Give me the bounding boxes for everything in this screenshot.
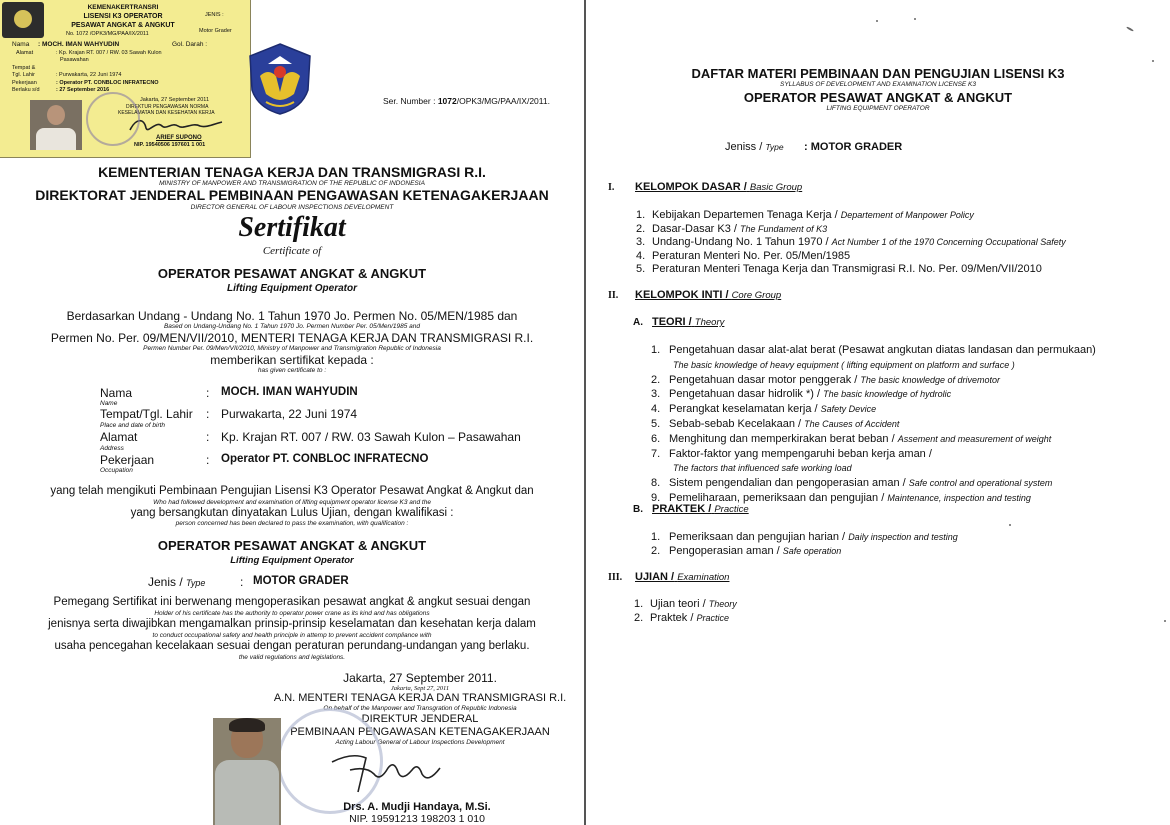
sertifikat-heading: Sertifikat xyxy=(238,212,346,243)
holder-line-2-en: to conduct occupational safety and health principle in attemp to prevent accident compliance with xyxy=(152,632,432,639)
ttl-colon: : xyxy=(206,407,210,421)
syllabus-page xyxy=(586,0,1170,825)
nama-value: MOCH. IMAN WAHYUDIN xyxy=(221,386,358,398)
basic-group-item-number: 5. xyxy=(636,263,646,275)
practice-item xyxy=(651,531,958,543)
card-direktur-1: DIREKTUR PENGAWASAN NORMA xyxy=(126,104,209,110)
theory-item-number: 1. xyxy=(651,344,661,356)
dirjen-line-2: PEMBINAAN PENGAWASAN KETENAGAKERJAAN xyxy=(290,726,550,738)
section-1-title: KELOMPOK DASAR / Basic Group xyxy=(635,181,803,193)
passed-line: yang bersangkutan dinyatakan Lulus Ujian, dengan kwalifikasi : xyxy=(130,507,454,519)
section-3-number: III. xyxy=(608,572,623,583)
theory-item xyxy=(651,448,932,460)
card-pekerjaan-value: : Operator PT. CONBLOC INFRATECNO xyxy=(56,80,159,86)
theory-item xyxy=(651,359,1015,371)
examination-item-translation: Practice xyxy=(696,613,729,623)
section-2-title: KELOMPOK INTI / Core Group xyxy=(635,289,782,301)
basis-line-1-en: Based on Undang-Undang No. 1 Tahun 1970 Jo. Permen Number Per. 05/Men/1985 and xyxy=(163,323,421,330)
issue-date-en: Jakarta, Sept 27, 2011 xyxy=(390,685,450,692)
syllabus-jenis: Jeniss / Type xyxy=(725,141,784,153)
syllabus-jenis-value: : MOTOR GRADER xyxy=(804,141,903,153)
directorate-title: DIREKTORAT JENDERAL PEMBINAAN PENGAWASAN KETENAGAKERJAAN xyxy=(35,187,549,203)
theory-item xyxy=(651,477,1052,489)
theory-item-translation: The basic knowledge of drivemotor xyxy=(860,374,1000,385)
basis-line-2-en: Permen Number Per. 09/Men/VII/2010, Ministry of Manpower and Transmigration Republic of Indonesia xyxy=(143,345,441,352)
examination-item-number: 2. xyxy=(634,612,644,624)
ttl-label: Tempat/Tgl. Lahir xyxy=(100,407,193,421)
theory-item-text: Perangkat keselamatan kerja / xyxy=(669,403,821,416)
holder-line-1-en: Holder of his certificate has the authority to operator power crane as its kind and has obligations xyxy=(154,610,430,617)
nama-label: Nama xyxy=(100,386,133,400)
theory-item-number: 2. xyxy=(651,373,661,386)
followed-line-en: Who had followed development and examination of lifting equipment operator license K3 and the xyxy=(153,499,431,506)
followed-line: yang telah mengikuti Pembinaan Pengujian Lisensi K3 Operator Pesawat Angkat & Angkut dan xyxy=(50,485,534,497)
ministry-emblem-icon xyxy=(246,42,314,116)
card-berlaku-value: : 27 September 2016 xyxy=(56,87,110,93)
theory-item-translation: The basic knowledge of heavy equipment ( lifting equipment on platform and surface ) xyxy=(673,359,1015,370)
practice-item-number: 2. xyxy=(651,545,661,557)
dirjen-en: Acting Labour General of Labour Inspections Development xyxy=(335,739,505,746)
basis-line-1: Berdasarkan Undang - Undang No. 1 Tahun 1970 Jo. Permen No. 05/MEN/1985 dan xyxy=(66,309,518,323)
ministry-title: KEMENTERIAN TENAGA KERJA DAN TRANSMIGRASI R.I. xyxy=(98,164,486,180)
ser-number: Ser. Number : 1072/OPK3/MG/PAA/IX/2011. xyxy=(383,96,550,106)
signer-name: Drs. A. Mudji Handaya, M.Si. xyxy=(343,801,491,813)
theory-item-text: Pengetahuan dasar hidrolik *) / xyxy=(669,388,824,401)
card-tempat-value: : Purwakarta, 22 Juni 1974 xyxy=(56,72,122,78)
theory-item-text: Pemeliharaan, pemeriksaan dan pengujian / xyxy=(669,492,888,504)
nama-colon: : xyxy=(206,386,210,400)
theory-item-translation: Maintenance, inspection and testing xyxy=(887,493,1031,503)
basic-group-item xyxy=(636,236,1066,248)
ttl-value: Purwakarta, 22 Juni 1974 xyxy=(221,407,358,421)
theory-item-text: Faktor-faktor yang mempengaruhi beban kerja aman / xyxy=(669,447,932,460)
basic-group-item xyxy=(636,263,1042,275)
qualification-title-en: Lifting Equipment Operator xyxy=(230,555,354,566)
theory-item-number: 5. xyxy=(651,418,661,430)
card-berlaku-label: Berlaku s/d xyxy=(12,87,40,93)
subsection-b-label: B. xyxy=(633,504,643,515)
alamat-label-en: Address xyxy=(100,445,124,452)
ministry-logo-icon xyxy=(2,2,44,38)
pekerjaan-label-en: Occupation xyxy=(100,467,133,474)
director-signature-icon xyxy=(322,748,462,798)
pekerjaan-value: Operator PT. CONBLOC INFRATECNO xyxy=(221,453,429,465)
basic-group-item-translation: Departement of Manpower Policy xyxy=(840,210,974,220)
theory-item xyxy=(651,462,852,474)
practice-item-translation: Safe operation xyxy=(782,546,842,556)
an-menteri-en: On behalf of the Manpower and Transgration of Republic Indonesia xyxy=(323,705,517,712)
theory-item-text: Pengetahuan dasar motor penggerak / xyxy=(669,373,861,386)
basic-group-item-translation: Act Number 1 of the 1970 Concerning Occupational Safety xyxy=(831,237,1066,247)
basic-group-item-number: 2. xyxy=(636,222,646,235)
signer-nip: NIP. 19591213 198203 1 010 xyxy=(349,813,485,825)
theory-item-number: 7. xyxy=(651,447,661,460)
operator-title: OPERATOR PESAWAT ANGKAT & ANGKUT xyxy=(157,266,427,281)
issue-date: Jakarta, 27 September 2011. xyxy=(343,671,497,685)
practice-item-translation: Daily inspection and testing xyxy=(848,532,958,542)
license-id-card xyxy=(0,0,251,158)
certificate-of: Certificate of xyxy=(262,245,322,257)
card-nama-label: Nama xyxy=(12,41,30,48)
theory-item xyxy=(651,433,1051,445)
subsection-a-title: TEORI / Theory xyxy=(652,316,725,328)
practice-item-text: Pengoperasian aman / xyxy=(669,545,783,557)
theory-item-text: Sistem pengendalian dan pengoperasian aman / xyxy=(669,477,909,490)
pekerjaan-label: Pekerjaan xyxy=(100,453,155,467)
basic-group-item xyxy=(636,209,974,221)
nama-label-en: Name xyxy=(100,400,118,407)
basic-group-item-number: 3. xyxy=(636,236,646,248)
passed-line-en: person concerned has been declared to pass the examination, with qualification : xyxy=(175,520,409,527)
practice-item-number: 1. xyxy=(651,531,661,543)
theory-item-number: 9. xyxy=(651,492,661,504)
card-direktur-2: KESELAMATAN DAN KESEHATAN KERJA xyxy=(118,110,215,116)
card-jenis-value: Motor Grader xyxy=(199,28,232,34)
theory-item-number: 8. xyxy=(651,477,661,490)
card-nip: NIP. 19540506 197601 1 001 xyxy=(134,142,206,148)
alamat-label: Alamat xyxy=(100,430,138,444)
card-gol-darah: Gol. Darah : xyxy=(172,41,208,48)
syllabus-subtitle-en: LIFTING EQUIPMENT OPERATOR xyxy=(826,105,930,112)
card-nama-value: : MOCH. IMAN WAHYUDIN xyxy=(38,41,120,48)
examination-item xyxy=(634,612,729,624)
theory-item-text: Sebab-sebab Kecelakaan / xyxy=(669,418,805,430)
theory-item-translation: Safe control and operational system xyxy=(908,478,1053,489)
examination-item-number: 1. xyxy=(634,598,644,610)
theory-item-text: Menghitung dan memperkirakan berat beban / xyxy=(669,432,898,445)
card-issued: Jakarta, 27 September 2011 xyxy=(140,97,209,103)
basic-group-item-text: Dasar-Dasar K3 / xyxy=(652,222,741,235)
basic-group-item-text: Kebijakan Departemen Tenaga Kerja / xyxy=(652,209,841,221)
card-jenis-label: JENIS : xyxy=(205,12,224,18)
section-1-number: I. xyxy=(608,182,615,193)
examination-item-text: Praktek / xyxy=(650,612,697,624)
practice-item-text: Pemeriksaan dan pengujian harian / xyxy=(669,531,849,543)
theory-item xyxy=(651,403,876,415)
certificate-page xyxy=(0,0,584,825)
card-signature-icon xyxy=(126,116,226,136)
directorate-title-en: DIRECTOR GENERAL OF LABOUR INSPECTIONS DEVELOPMENT xyxy=(190,204,394,211)
theory-item-translation: The Causes of Accident xyxy=(804,419,900,429)
theory-item-translation: Safety Device xyxy=(820,404,877,415)
basic-group-item-text: Undang-Undang No. 1 Tahun 1970 / xyxy=(652,236,832,248)
card-photo xyxy=(30,100,82,150)
syllabus-title: DAFTAR MATERI PEMBINAAN DAN PENGUJIAN LISENSI K3 xyxy=(691,66,1065,81)
card-alamat-label: Alamat xyxy=(16,50,34,56)
basic-group-item-translation: The Fundament of K3 xyxy=(740,223,828,234)
alamat-value: Kp. Krajan RT. 007 / RW. 03 Sawah Kulon – Pasawahan xyxy=(221,430,521,444)
holder-line-2: jenisnya serta diwajibkan mengamalkan prinsip-prinsip keselamatan dan kesehatan kerja dalam xyxy=(48,618,536,630)
holder-line-1: Pemegang Sertifikat ini berwenang mengoperasikan pesawat angkat & angkut sesuai dengan xyxy=(53,596,531,608)
operator-title-en: Lifting Equipment Operator xyxy=(227,283,357,294)
subsection-b-title: PRAKTEK / Practice xyxy=(652,503,749,515)
syllabus-subtitle: OPERATOR PESAWAT ANGKAT & ANGKUT xyxy=(743,90,1013,105)
examination-item-text: Ujian teori / xyxy=(650,598,709,610)
an-menteri: A.N. MENTERI TENAGA KERJA DAN TRANSMIGRASI R.I. xyxy=(273,692,567,704)
pekerjaan-colon: : xyxy=(206,453,210,467)
card-ministry: KEMENAKERTRANSRI xyxy=(87,4,159,11)
card-alamat-value-1: : Kp. Krajan RT. 007 / RW. 03 Sawah Kulon xyxy=(56,50,162,56)
section-2-number: II. xyxy=(608,290,619,301)
jenis-row: Jenis / Type xyxy=(148,575,206,589)
theory-item xyxy=(651,344,1096,356)
theory-item-number: 6. xyxy=(651,432,661,445)
practice-item xyxy=(651,545,841,557)
subsection-a-label: A. xyxy=(633,317,643,328)
ttl-label-en: Place and date of birth xyxy=(100,422,166,429)
theory-item xyxy=(651,388,951,400)
basic-group-item xyxy=(636,250,850,262)
section-3-title: UJIAN / Examination xyxy=(635,571,730,583)
card-signer: ARIEF SUPONO xyxy=(156,135,202,141)
card-seal-icon xyxy=(86,92,140,146)
card-pekerjaan-label: Pekerjaan xyxy=(12,80,37,86)
theory-item-number: 3. xyxy=(651,388,661,401)
gives-certificate-en: has given certificate to : xyxy=(257,367,327,374)
basis-line-2: Permen No. Per. 09/MEN/VII/2010, MENTERI TENAGA KERJA DAN TRANSMIGRASI R.I. xyxy=(50,331,534,345)
dirjen-line-1: DIREKTUR JENDERAL xyxy=(361,713,479,725)
holder-photo xyxy=(213,718,281,825)
holder-line-3-en: the valid regulations and legislations. xyxy=(238,654,346,661)
basic-group-item-text: Peraturan Menteri Tenaga Kerja dan Transmigrasi R.I. No. Per. 09/Men/VII/2010 xyxy=(652,263,1042,275)
jenis-value: MOTOR GRADER xyxy=(253,575,349,587)
syllabus-title-en: SYLLABUS OF DEVELOPMENT AND EXAMINATION LICENSE K3 xyxy=(779,81,976,88)
theory-item xyxy=(651,418,899,430)
theory-item-translation: The basic knowledge of hydrolic xyxy=(823,389,952,400)
card-title-2: PESAWAT ANGKAT & ANGKUT xyxy=(71,22,175,29)
gives-certificate: memberikan sertifikat kepada : xyxy=(210,353,374,367)
theory-item-number: 4. xyxy=(651,403,661,416)
examination-item-translation: Theory xyxy=(708,599,737,609)
examination-item xyxy=(634,598,737,610)
jenis-colon: : xyxy=(240,575,244,589)
basic-group-item-text: Peraturan Menteri No. Per. 05/Men/1985 xyxy=(652,249,851,262)
card-alamat-value-2: Pasawahan xyxy=(60,57,89,63)
alamat-colon: : xyxy=(206,430,210,444)
card-tempat-label-1: Tempat & xyxy=(12,65,36,71)
card-number: No. 1072 /OPK3/MG/PAA/IX/2011 xyxy=(66,31,149,37)
ministry-title-en: MINISTRY OF MANPOWER AND TRANSMIGRATION OF THE REPUBLIC OF INDONESIA xyxy=(159,180,425,187)
qualification-title: OPERATOR PESAWAT ANGKAT & ANGKUT xyxy=(157,538,427,553)
theory-item-text: Pengetahuan dasar alat-alat berat (Pesawat angkutan diatas landasan dan permukaan) xyxy=(669,344,1096,356)
theory-item-translation: Assement and measurement of weight xyxy=(897,433,1052,444)
theory-item-translation: The factors that influenced safe working load xyxy=(673,463,852,474)
basic-group-item-number: 4. xyxy=(636,249,646,262)
basic-group-item-number: 1. xyxy=(636,209,646,221)
card-title-1: LISENSI K3 OPERATOR xyxy=(83,13,163,20)
card-tempat-label-2: Tgl. Lahir xyxy=(12,72,35,78)
holder-line-3: usaha pencegahan kecelakaan sesuai dengan peraturan perundang-undangan yang berlaku. xyxy=(54,640,530,652)
basic-group-item xyxy=(636,223,827,235)
theory-item xyxy=(651,374,1000,386)
